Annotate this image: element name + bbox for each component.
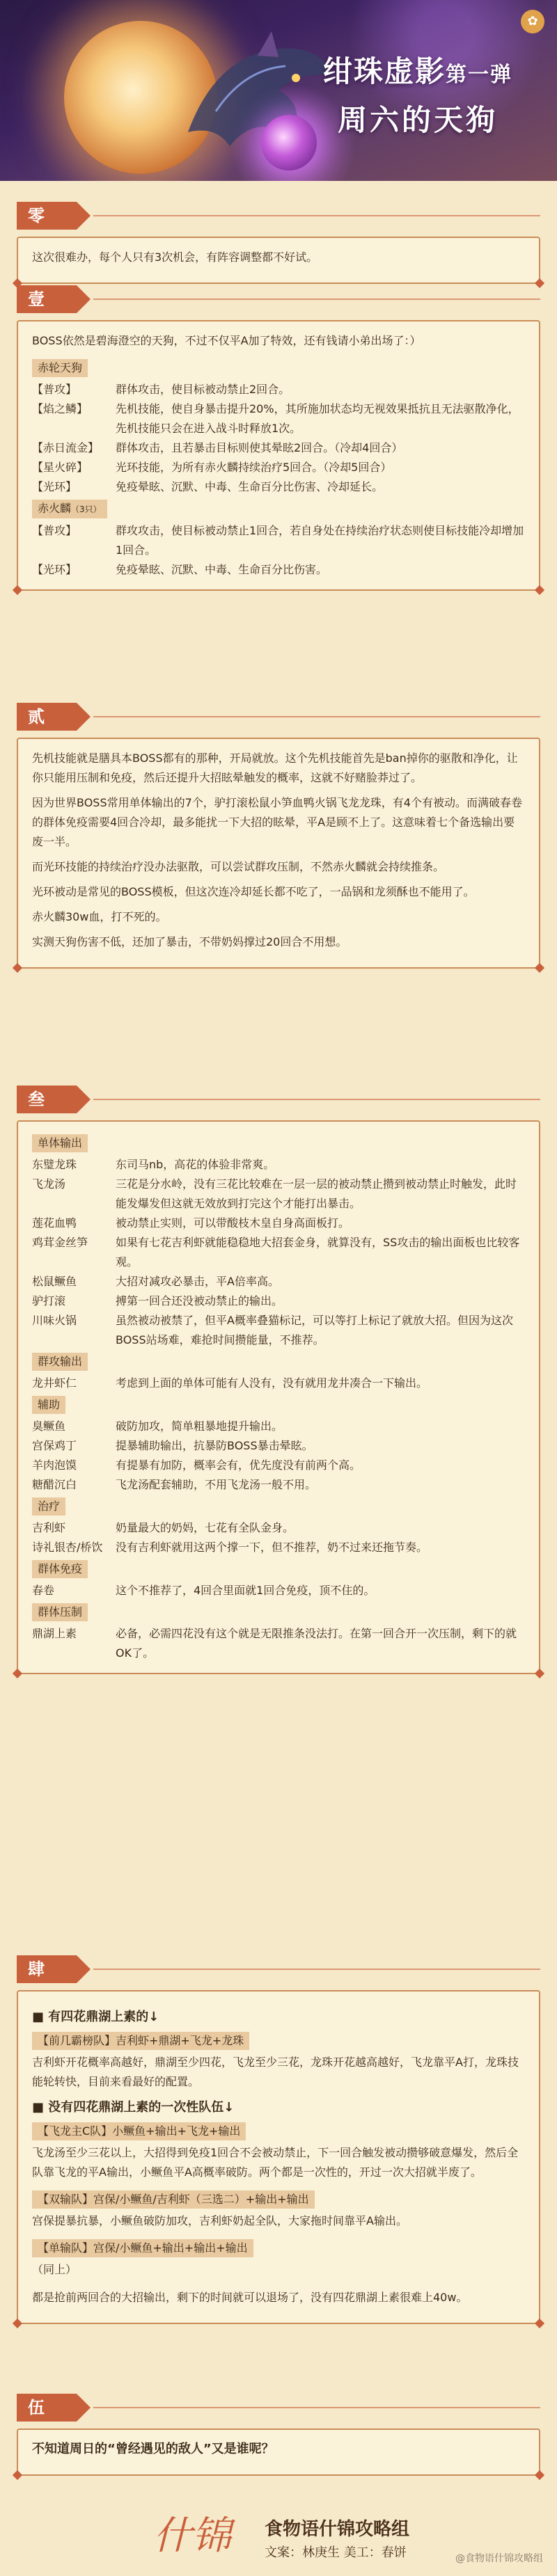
paragraph: 宫保提暴抗暴，小鳜鱼破防加攻，吉利虾奶起全队，大家拖时间靠平A输出。 xyxy=(32,2214,407,2227)
info-row xyxy=(32,521,525,560)
divider xyxy=(93,299,540,300)
row-key: 【普攻】 xyxy=(32,383,77,396)
row-key: 吉利虾 xyxy=(32,1521,66,1534)
row-value: 有提暴有加防，概率会有，优先度没有前两个高。 xyxy=(116,1458,361,1472)
header-banner xyxy=(0,0,557,181)
row-value: 群体攻击，且若暴击目标则使其晕眩2回合。（冷却4回合） xyxy=(116,441,403,454)
subheading: ■ 没有四花鼎湖上素的一次性队伍↓ xyxy=(32,2100,235,2115)
watermark: @食物语什锦攻略组 xyxy=(455,2553,543,2564)
row-key: 东璧龙珠 xyxy=(32,1158,77,1171)
row-value: 被动禁止实则，可以带酸枝木皇自身高面板打。 xyxy=(116,1216,350,1230)
credits: 文案：林庚生 美工：春饼 xyxy=(265,2545,407,2560)
row-key: 莲花血鸭 xyxy=(32,1216,77,1230)
section-heading: 肆 xyxy=(17,1955,77,1983)
section-heading: 壹 xyxy=(17,285,77,313)
row-value: 飞龙汤配套辅助，不用飞龙汤一般不用。 xyxy=(116,1478,317,1491)
divider xyxy=(93,1099,540,1100)
row-value: 大招对减攻必暴击，平A倍率高。 xyxy=(116,1275,279,1288)
paragraph: 都是抢前两回合的大招输出，剩下的时间就可以退场了，没有四花鼎湖上素很难上40w。 xyxy=(32,2291,468,2304)
row-key: 龙井虾仁 xyxy=(32,1376,77,1390)
row-key: 川味火锅 xyxy=(32,1314,77,1327)
team-tag: 【单输队】宫保/小鳜鱼+输出+输出+输出 xyxy=(32,2239,253,2257)
row-value: 群体攻击，使目标被动禁止2回合。 xyxy=(116,383,290,396)
group-title: 治疗 xyxy=(32,1497,65,1516)
section-one xyxy=(17,285,540,591)
info-row xyxy=(32,1291,525,1311)
row-key: 羊肉泡馍 xyxy=(32,1458,77,1472)
section-box xyxy=(17,738,540,969)
section-box xyxy=(17,2428,540,2476)
row-value: 免疫晕眩、沉默、中毒、生命百分比伤害、冷却延长。 xyxy=(116,480,384,493)
group-title: 群体压制 xyxy=(32,1603,88,1621)
title-sub: 第一弹 xyxy=(446,63,512,87)
info-row xyxy=(32,380,525,399)
divider xyxy=(93,2407,540,2408)
row-value: 光环技能，为所有赤火麟持续治疗5回合。（冷却5回合） xyxy=(116,461,392,474)
info-row xyxy=(32,1475,525,1495)
team-tag: 【飞龙主C队】小鳜鱼+输出+飞龙+输出 xyxy=(32,2122,246,2140)
group-name: 食物语什锦攻略组 xyxy=(265,2519,410,2540)
info-row xyxy=(32,438,525,458)
row-key: 【光环】 xyxy=(32,480,77,493)
info-row xyxy=(32,560,525,580)
info-row xyxy=(32,1272,525,1291)
row-key: 松鼠鳜鱼 xyxy=(32,1275,77,1288)
row-key: 【焰之鳞】 xyxy=(32,402,88,415)
info-row xyxy=(32,477,525,497)
paragraph: （同上） xyxy=(32,2263,77,2276)
row-key: 宫保鸡丁 xyxy=(32,1439,77,1452)
row-value: 提暴辅助输出，抗暴防BOSS暴击晕眩。 xyxy=(116,1439,313,1452)
section-box xyxy=(17,237,540,284)
row-key: 【普攻】 xyxy=(32,524,77,537)
row-value: 先机技能，使自身暴击提升20%，其所施加状态均无视效果抵抗且无法驱散净化，先机技能只会在进入战斗时释放1次。 xyxy=(116,402,519,435)
info-row xyxy=(32,1175,525,1214)
section-zero xyxy=(17,202,540,284)
divider xyxy=(93,215,540,216)
info-row xyxy=(32,1417,525,1436)
section-box xyxy=(17,1990,540,2324)
section-three xyxy=(17,1086,540,1674)
row-key: 春卷 xyxy=(32,1584,55,1597)
unit1-skills xyxy=(32,380,525,497)
paragraph: 而光环技能的持续治疗没办法驱散，可以尝试群攻压制，不然赤火麟就会持续推条。 xyxy=(32,860,445,873)
section-heading: 叁 xyxy=(17,1086,77,1113)
info-row xyxy=(32,1374,525,1393)
intro-text: BOSS依然是碧海澄空的天狗，不过不仅平A加了特效，还有钱请小弟出场了：） xyxy=(32,334,421,347)
subheading: ■ 有四花鼎湖上素的↓ xyxy=(32,2010,159,2024)
row-key: 糖醋沉白 xyxy=(32,1478,77,1491)
unit-name xyxy=(32,500,107,518)
info-row xyxy=(32,399,525,438)
unit2-count: （3只） xyxy=(71,504,102,514)
section-box xyxy=(17,320,540,591)
info-row xyxy=(32,1538,525,1557)
row-key: 驴打滚 xyxy=(32,1294,66,1307)
divider xyxy=(93,1969,540,1970)
group-title: 群体免疫 xyxy=(32,1560,88,1578)
info-row xyxy=(32,1214,525,1233)
group-title: 单体输出 xyxy=(32,1134,88,1152)
group-title: 群攻输出 xyxy=(32,1353,88,1371)
info-row xyxy=(32,1155,525,1175)
paragraph: 实测天狗伤害不低，还加了暴击，不带奶妈撑过20回合不用想。 xyxy=(32,935,347,948)
paragraph: 因为世界BOSS常用单体输出的7个，驴打滚松鼠小笋血鸭火锅飞龙龙珠，有4个有被动。而满破春卷的群体免疫需要4回合冷却，最多能扰一下大招的眩晕，平A是顾不上了。这意味着七个备选输出要废一半。 xyxy=(32,796,522,848)
row-key: 诗礼银杏/桥饮 xyxy=(32,1541,103,1554)
row-value: 搏第一回合还没被动禁止的输出。 xyxy=(116,1294,283,1307)
signature-logo: 什锦 xyxy=(153,2513,231,2559)
section-two xyxy=(17,703,540,969)
row-value: 奶量最大的奶妈，七花有全队金身。 xyxy=(116,1521,295,1534)
info-row xyxy=(32,1624,525,1663)
row-value: 考虑到上面的单体可能有人没有，没有就用龙井凑合一下输出。 xyxy=(116,1376,428,1390)
row-key: 【赤日流金】 xyxy=(32,441,100,454)
row-key: 【光环】 xyxy=(32,563,77,576)
section-box xyxy=(17,1120,540,1674)
unit2-name: 赤火麟 xyxy=(38,502,72,515)
paragraph: 赤火麟30w血，打不死的。 xyxy=(32,910,167,923)
row-value: 必备，必需四花没有这个就是无限推条没法打。在第一回合开一次压制，剩下的就OK了。 xyxy=(116,1627,517,1660)
row-key: 飞龙汤 xyxy=(32,1177,66,1191)
info-row xyxy=(32,458,525,477)
section-heading: 伍 xyxy=(17,2394,77,2422)
unit-name: 赤轮天狗 xyxy=(32,359,88,377)
footer xyxy=(0,2491,557,2576)
section-five xyxy=(17,2394,540,2476)
info-row xyxy=(32,1518,525,1538)
title-line2: 周六的天狗 xyxy=(337,103,498,137)
row-key: 鸡茸金丝笋 xyxy=(32,1236,88,1249)
row-value: 三花是分水岭，没有三花比较难在一层一层的被动禁止攒到被动禁止时触发，此时能发爆发但这就无效放到打完这个才能打出暴击。 xyxy=(116,1177,517,1210)
brand-logo-icon: ✿ xyxy=(521,10,544,33)
paragraph: 先机技能就是膳具本BOSS都有的那种，开局就放。这个先机技能首先是ban掉你的驱散和净化，让你只能用压制和免疫，然后还提升大招眩晕触发的概率，这就不好赌脸莽过了。 xyxy=(32,752,518,784)
row-value: 没有吉利虾就用这两个撑一下，但不推荐，奶不过来还拖节奏。 xyxy=(116,1541,428,1554)
paragraph: 光环被动是常见的BOSS模板，但这次连冷却延长都不吃了，一品锅和龙须酥也不能用了。 xyxy=(32,885,475,898)
paragraph: 不知道周日的“曾经遇见的敌人”又是谁呢？ xyxy=(32,2442,274,2456)
page-title xyxy=(292,49,543,139)
row-value: 群攻攻击，使目标被动禁止1回合，若自身处在持续治疗状态则使目标技能冷却增加1回合。 xyxy=(116,524,524,557)
info-row xyxy=(32,1436,525,1456)
row-value: 这个不推荐了，4回合里面就1回合免疫，顶不住的。 xyxy=(116,1584,375,1597)
row-value: 虽然被动被禁了，但平A概率叠猫标记，可以等打上标记了就放大招。但因为这次BOSS站场难，难抢时间攒能量，不推荐。 xyxy=(116,1314,513,1346)
row-value: 如果有七花吉利虾就能稳稳地大招套金身，就算没有，SS攻击的输出面板也比较客观。 xyxy=(116,1236,520,1269)
group-title: 辅助 xyxy=(32,1396,65,1414)
section-heading: 零 xyxy=(17,202,77,230)
paragraph: 这次很难办，每个人只有3次机会，有阵容调整都不好试。 xyxy=(32,251,318,264)
row-value: 东司马nb，高花的体验非常爽。 xyxy=(116,1158,275,1171)
info-row xyxy=(32,1233,525,1272)
team-tag: 【双输队】宫保/小鳜鱼/吉利虾（三选二）+输出+输出 xyxy=(32,2191,315,2209)
row-key: 鼎湖上素 xyxy=(32,1627,77,1640)
info-row xyxy=(32,1581,525,1600)
divider xyxy=(93,716,540,717)
title-main: 绀珠虚影 xyxy=(322,54,446,88)
paragraph: 吉利虾开花概率高越好，鼎湖至少四花，飞龙至少三花，龙珠开花越高越好，飞龙靠平A打，龙珠技能轮转快，目前来看最好的配置。 xyxy=(32,2056,519,2088)
row-value: 免疫晕眩、沉默、中毒、生命百分比伤害。 xyxy=(116,563,328,576)
info-row xyxy=(32,1456,525,1475)
paragraph: 飞龙汤至少三花以上，大招得到免疫1回合不会被动禁止，下一回合触发被动攒够破意爆发，然后全队靠飞龙的平A输出，小鳜鱼平A高概率破防。两个都是一次性的，开过一次大招就半废了。 xyxy=(32,2146,519,2179)
team-tag: 【前几霸榜队】吉利虾+鼎湖+飞龙+龙珠 xyxy=(32,2032,249,2050)
info-row xyxy=(32,1311,525,1350)
unit2-skills xyxy=(32,521,525,580)
section-four xyxy=(17,1955,540,2324)
row-value: 破防加攻，简单粗暴地提升输出。 xyxy=(116,1420,283,1433)
section-heading: 贰 xyxy=(17,703,77,731)
row-key: 臭鳜鱼 xyxy=(32,1420,66,1433)
row-key: 【星火碎】 xyxy=(32,461,88,474)
